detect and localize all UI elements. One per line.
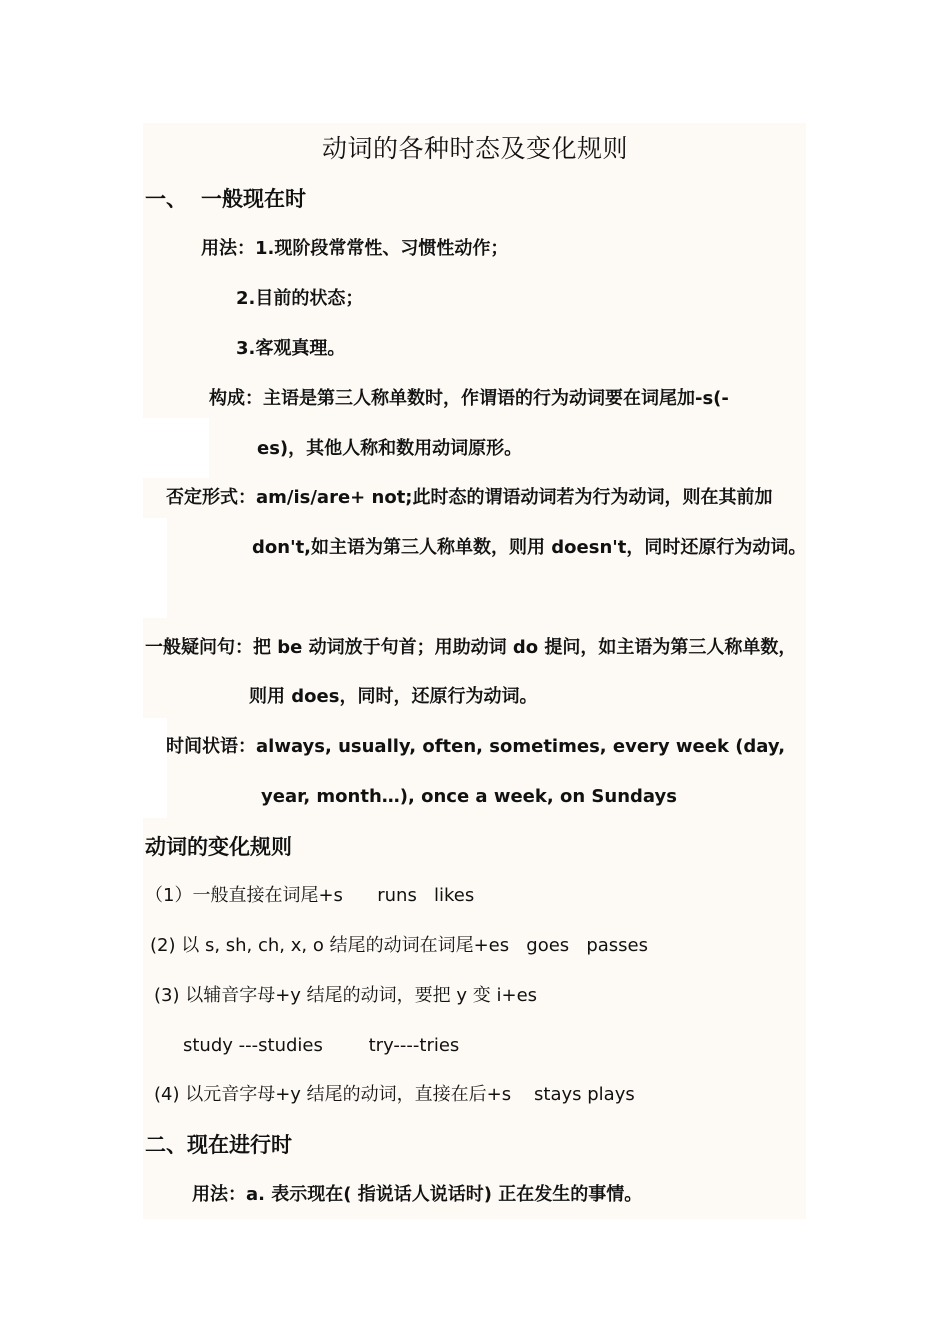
usage-line: 用法：1.现阶段常常性、习惯性动作； — [201, 238, 509, 259]
negative-line: don't,如主语为第三人称单数，则用 doesn't，同时还原行为动词。 — [252, 537, 807, 558]
section-heading: 一般现在时 — [201, 187, 306, 211]
usage-line: 3.客观真理。 — [236, 338, 346, 359]
usage-line: 2.目前的状态； — [236, 288, 364, 309]
rule-item: (4) 以元音字母+y 结尾的动词，直接在后+s stays plays — [154, 1084, 635, 1105]
section2-heading: 二、现在进行时 — [145, 1133, 292, 1157]
formation-line: 构成：主语是第三人称单数时，作谓语的行为动词要在词尾加-s(- — [209, 388, 729, 409]
section-number: 一、 — [145, 187, 187, 211]
panel-notch — [143, 518, 167, 618]
document-title: 动词的各种时态及变化规则 — [322, 134, 629, 163]
panel-notch — [143, 718, 167, 818]
question-line: 则用 does，同时，还原行为动词。 — [249, 686, 538, 707]
rule-item: (2) 以 s, sh, ch, x, o 结尾的动词在词尾+es goes passes — [150, 935, 648, 956]
negative-line: 否定形式：am/is/are+ not;此时态的谓语动词若为行为动词，则在其前加 — [166, 487, 773, 508]
rule-item: study ---studies try----tries — [183, 1035, 460, 1056]
rule-item: (3) 以辅音字母+y 结尾的动词，要把 y 变 i+es — [154, 985, 538, 1006]
rules-heading: 动词的变化规则 — [145, 835, 292, 859]
time-adverbial-line: year, month…), once a week, on Sundays — [261, 786, 677, 807]
time-adverbial-line: 时间状语：always, usually, often, sometimes, every week (day, — [166, 736, 786, 757]
formation-line: es)，其他人称和数用动词原形。 — [257, 438, 523, 459]
panel-notch — [143, 418, 209, 478]
section2-usage-line: 用法：a. 表示现在( 指说话人说话时) 正在发生的事情。 — [192, 1184, 643, 1205]
rule-item: （1）一般直接在词尾+s runs likes — [145, 885, 475, 906]
question-line: 一般疑问句：把 be 动词放于句首；用助动词 do 提问，如主语为第三人称单数， — [145, 637, 797, 658]
